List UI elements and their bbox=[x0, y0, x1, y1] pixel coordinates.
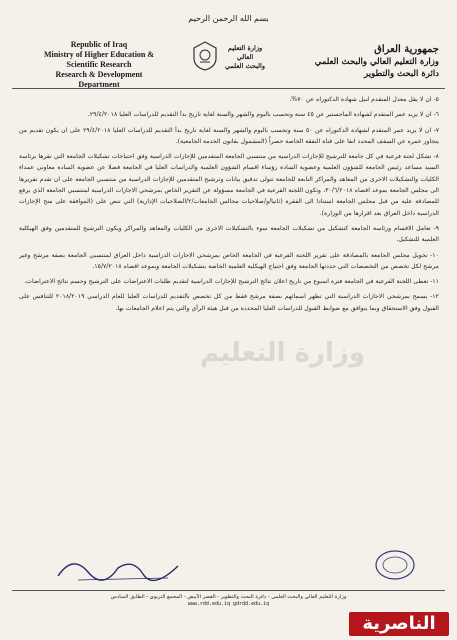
emblem-caption-line: وزارة التعليم العالي bbox=[227, 44, 263, 61]
footer-divider bbox=[12, 590, 445, 591]
english-letterhead-line: Research & Development bbox=[55, 70, 143, 79]
clause-12: ١٢- يسمح بمرشحي الاجازات الدراسية التي تظهر اسمائهم بصفة مرشح فقط من كل تخصص بالتقديم للدراسات العليا للعام الدراسي ٢٠١٨/٢٠١٩ للتنافس على القبول وفق الاستحقاق وبما يتوافق مع ضوابط القبول للدراسات العليا المحددة من قبل هيئة الرأي والتي يتم اعلام الجامعات بها. bbox=[19, 293, 440, 312]
footer-address: وزارة التعليم العالي والبحث العلمي - دائرة البحث والتطوير - القصر الأبيض - المجمع التربوي - الطابق السادس bbox=[110, 594, 347, 600]
english-letterhead-line: Scientific Research bbox=[66, 60, 132, 69]
english-letterhead bbox=[24, 40, 174, 90]
clause-9: ٩- تعامل الاقسام ورئاسة الجامعة كتشكيل من تشكيلات الجامعة سوء بالتشكيلات الاخرى من الكليات والمعاهد والمراكز ويكون الترشيح للمتقدمين وفق الهيكلية العلمية للتشكيل. bbox=[19, 224, 439, 244]
clause-8: ٨- تشكل لجنة فرعية في كل جامعة للترشيح للإجازات الدراسية من منتسبي الجامعة المتقدمين للإجازات الدراسية وفق احتياجات تشكيلات الجامعة التي تقرها برئاسة السيد مساعد رئيس الجامعة للشؤون العلمية وعضوية السادة رؤساء اقسام الشؤون العلمية والدراسات العليا في الجامعة فضلا عن عضوية السادة معاوني عمداء الكليات والتشكيلات الاخرى من المعاهد والمراكز التابعة للجامعة تتولى تدقيق بيانات وترشيح المتقدمين للإجازات الدراسية من منتسبي الجامعة على ان تقدم تقريرها الى مجلس الجامعة بموعد اقصاه ٣٠/٦/٢٠١٨، وتكون اللجنة الفرعية في الجامعة مسؤولة عن التقرير الخاص بمرشحي الاجازات الدراسية لمنتسبي الجامعة الذي يرفع للمصادقة عليه من قبل مجلس الجامعة استنادا الى الفقرة (ثانيا/و/صلاحيات مجالس الجامعات/٢/الصلاحيات الإدارية) التي تنص على (الموافقة على منح الإجازات الدراسية داخل العراق بعد اقرارها من الوزارة). bbox=[19, 153, 439, 217]
basmala: بسم الله الرحمن الرحيم bbox=[188, 14, 269, 23]
emblem-caption-line: والبحث العلمي bbox=[225, 62, 265, 70]
clause-7: ٧- ان لا يزيد عمر المتقدم لشهادة الدكتوراه عن ٥٠ سنة وتحسب باليوم والشهر والسنة لغاية تاريخ بدأ التقديم للدراسات العليا ٢٩/٤/٢٠١٨ على ان يكون تقديم من يتجاوز عمره عن السقف المحدد انفا على قناة النفقة الخاصة حصراً (المشمول بقانون الخدمة الجامعية). bbox=[19, 126, 440, 145]
arabic-letterhead-line: وزارة التعليم العالي والبحث العلمي bbox=[314, 57, 439, 67]
signature-icon bbox=[48, 548, 198, 588]
arabic-letterhead-line: دائرة البحث والتطوير bbox=[364, 69, 439, 79]
arabic-letterhead-line: جمهورية العراق bbox=[374, 44, 439, 55]
english-letterhead-line: Republic of Iraq bbox=[70, 40, 128, 49]
english-letterhead-line: Ministry of Higher Education & bbox=[43, 50, 155, 59]
clause-10: ١٠- تخويل مجلس الجامعة بالمصادقة على تقرير اللجنة الفرعية في الجامعة الخاص بمرشحي الاجازات الدراسية داخل العراق لمنتسبي الجامعة بصفة مرشح وغير مرشح لكل تخصص من التخصصات التي حددتها الجامعة وفق احتياج الهيكلية العلمية الخاصة بتشكيلات الجامعة وبموعد اقصاه ١٥/٧/٢٠١٨. bbox=[19, 251, 439, 270]
arabic-letterhead bbox=[289, 44, 439, 80]
emblem-caption bbox=[222, 44, 268, 71]
english-letterhead-line: Department bbox=[78, 80, 120, 89]
site-brand-logo: الناصرية bbox=[349, 612, 449, 636]
clause-6: ٦- ان لا يزيد عمر المتقدم لشهادة الماجستير عن ٤٥ سنة وتحسب باليوم والشهر والسنة لغاية تاريخ بدأ التقديم للدراسات العليا ٢٩/٤/٢٠١٨. bbox=[87, 111, 439, 119]
watermark: وزارة التعليم bbox=[200, 338, 365, 368]
official-stamp-icon bbox=[373, 548, 417, 582]
clause-11: ١١- تعطى اللجنة الفرعية في الجامعة فترة اسبوع من تاريخ اعلان نتائج الترشيح للإجازات الدراسية لتقديم طلبات الاعتراضات على الترشيح وحسم نتائج الاعتراضات. bbox=[24, 278, 439, 286]
header-divider bbox=[12, 88, 445, 89]
clause-5: ٥- ان لا يقل معدل المتقدم لنيل شهادة الدكتوراه عن ٧٠%. bbox=[289, 96, 439, 103]
footer-websites: www.rdd.edu.iq gdrdd.edu.iq bbox=[187, 601, 270, 607]
ministry-emblem-icon bbox=[190, 40, 220, 72]
document-body bbox=[19, 94, 439, 318]
